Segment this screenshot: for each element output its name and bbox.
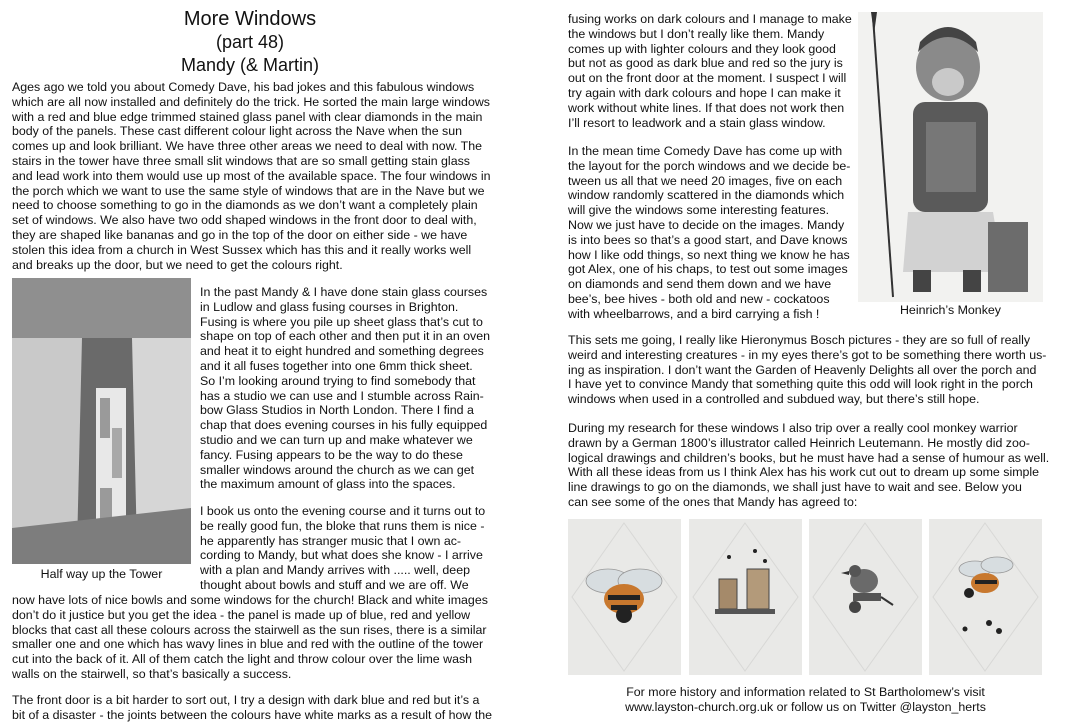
right-paragraph-4: During my research for these windows I also trip over a really cool monkey warrior drawn by a German 1800’s illustrator called Heinrich Leutemann. He mostly did zoo- logical drawings and children’s books, but he must have had a sense of humour as well. With all these ideas from us I think Alex has his work cut out to dream up some simple line drawings to go on the diamonds, we shall just have to wait and see. Below you can see some of the ones that Mandy has agreed to: [568, 421, 1050, 509]
tile-beehive [689, 519, 802, 675]
monkey-caption: Heinrich’s Monkey [899, 303, 1001, 317]
footer-line-2: www.layston-church.org.uk or follow us on Twitter @layston_herts [625, 700, 986, 714]
bee-icon [586, 569, 662, 623]
article-part: (part 48) [215, 32, 285, 52]
monkey-warrior-drawing [858, 12, 1043, 302]
left-paragraph-4: The front door is a bit harder to sort out, I try a design with dark blue and red but it’s a bit of a disaster - the joints between the colours have white marks as a result of how the [12, 693, 493, 722]
tower-photo [12, 278, 191, 564]
article-title-block [130, 8, 370, 77]
left-paragraph-3b: now have lots of nice bowls and some windows for the church! Black and white images don’t do it justice but you get the idea - the panel is made up of blue, red and yellow blocks that cast all these colours across the stairwell as the sun rises, there is a similar smaller one and one which has wavy lines in blue and red with the outline of the tower cut into the back of it. All of them catch the light and throw colour over the lime wash walls on the stairwell, so that’s basically a success. [12, 593, 488, 681]
right-paragraph-3: This sets me going, I really like Hieronymus Bosch pictures - they are so full of really weird and interesting creatures - in my eyes there’s got to be something there worth us- ing as inspiration. I don’t want the Garden of Heavenly Delights all over the porch and I have yet to convince Mandy that something quite this odd will look right in the porch windows when used in a controlled and subdued way, but there’s still hope. [568, 333, 1047, 407]
right-paragraph-1: fusing works on dark colours and I manage to make the windows but I don’t really like them. Mandy comes up with lighter colours and they look good but not as good as dark blue and red so the jury is out on the front door at the moment. I suspect I will try again with dark colours and hope I can make it work without white lines. If that does not work then I’ll resort to leadwork and a stain glass window. [568, 12, 852, 130]
article-title: More Windows [183, 8, 317, 30]
left-paragraph-1: Ages ago we told you about Comedy Dave, his bad jokes and this fabulous windows which are all now installed and definitely do the trick. He sorted the main large windows with a red and blue edge trimmed stained glass panel with clear diamonds in the main body of the panels. These cast different colour light across the Nave when the sun comes up and look brilliant. We have three other areas we need to deal with now. The stairs in the tower have three small slit windows that are so small getting stain glass and lead work into them would use up most of the available space. The four windows in the porch which we want to use the same style of windows that are in the Nave but we need to choose something to go in the diamonds as we don’t want a completely plain set of windows. We also have two odd shaped windows in the front door to deal with, they are shaped like bananas and go in the top of the door on either side - we have stolen this idea from a church in West Sussex which has this and it really works well and breaks up the door, but we need to get the colours right. [12, 80, 491, 272]
bird-wheelbarrow-icon [841, 565, 893, 613]
bee-icon [959, 557, 1013, 634]
tile-bird-wheelbarrow [809, 519, 922, 675]
left-paragraph-2: In the past Mandy & I have done stain glass courses in Ludlow and glass fusing courses in Brighton. Fusing is where you pile up sheet glass that’s cut to shape on top of each other and then put it in an oven and heat it to eight hundred and something degrees and it all fuses together into one 6mm thick sheet. So I’m looking around trying to find somebody that has a studio we can use and I stumble across Rain- bow Glass Studios in North London. There I find a chap that does evening courses in his fully equipped studio and we can turn up and make whatever we fancy. Fusing appears to be the way to do these smaller windows around the church as we can get the maximum amount of glass into the spaces. [200, 285, 491, 492]
tile-bees [929, 519, 1042, 675]
tower-window-image [12, 278, 191, 564]
left-paragraph-3a: I book us onto the evening course and it turns out to be really good fun, the bloke that runs them is nice - he apparently has stranger music that I own ac- cording to Mandy, but what does she know - I arrive with a plan and Mandy arrives with ..... well, deep thought about bowls and stuff and we are off. We [200, 504, 486, 592]
footer-block [568, 685, 1043, 715]
tower-photo-caption: Half way up the Tower [40, 567, 163, 581]
monkey-illustration [858, 12, 1043, 302]
beehive-icon [715, 549, 775, 614]
article-authors: Mandy (& Martin) [180, 55, 320, 75]
right-paragraph-2: In the mean time Comedy Dave has come up with the layout for the porch windows and we decide be- tween us all that we need 20 images, five on each window randomly scattered in the diamonds which will give the windows some interesting features. Now we just have to decide on the images. Mandy is into bees so that’s a good start, and Dave knows how I like odd things, so next thing we know he has got Alex, one of his chaps, to test out some images on diamonds and send them down and we have bee’s, bee hives - both old and new - cockatoos with wheelbarrows, and a bird carrying a fish ! [568, 144, 851, 321]
tile-bee [568, 519, 681, 675]
footer-line-1: For more history and information related to St Bartholomew’s visit [626, 685, 985, 699]
